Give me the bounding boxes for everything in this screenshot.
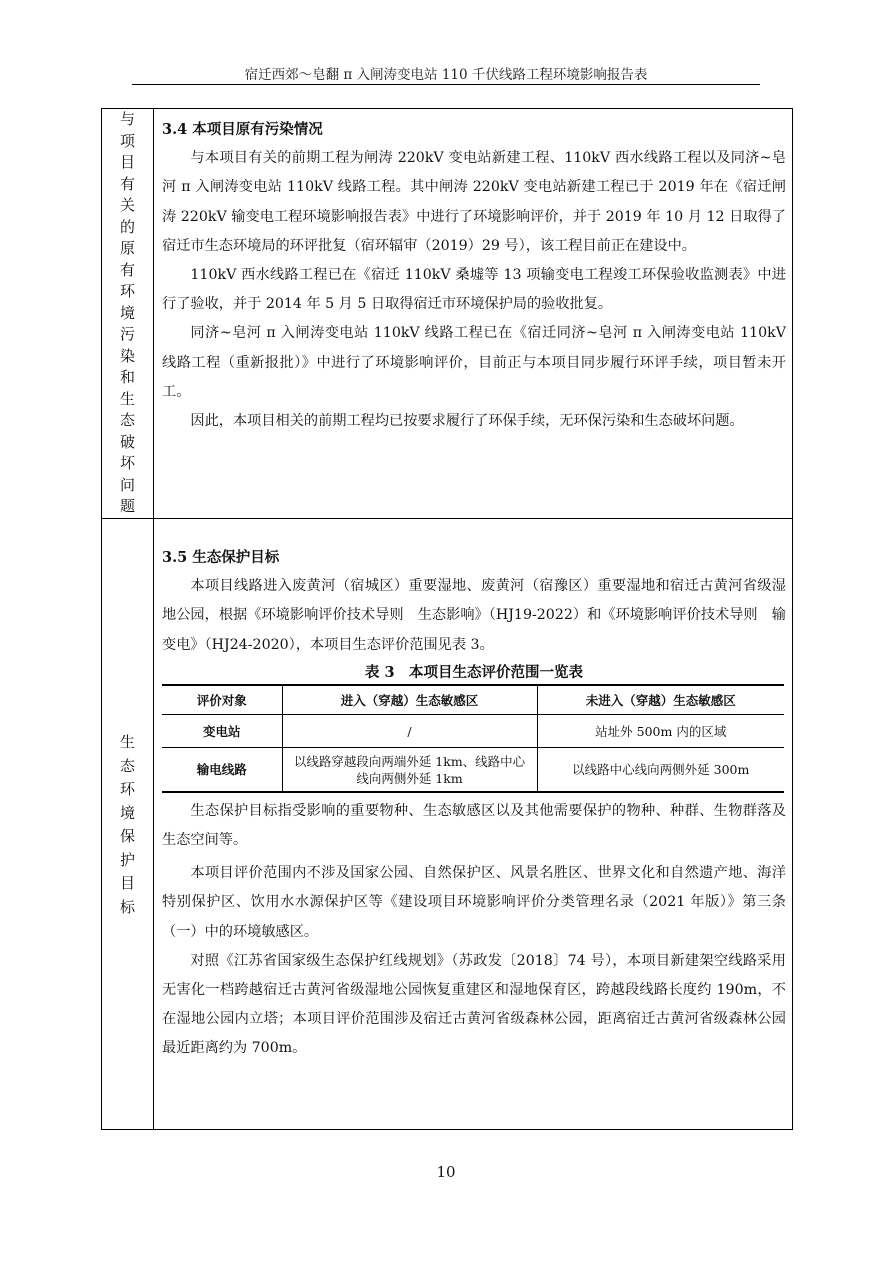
- page-header-title: 宿迁西郊～皂翻 π 入闸涛变电站 110 千伏线路工程环境影响报告表: [244, 67, 648, 83]
- row1-paragraph: 与本项目有关的前期工程为闸涛 220kV 变电站新建工程、110kV 西水线路工程以及同济~皂河 π 入闸涛变电站 110kV 线路工程。其中闸涛 220kV 变电站新建工程已于 2019 年在《宿迁闸涛 220kV 输变电工程环境影响报告表》中进行了环境影响评价，并于 2019 年 10 月 12 日取得了宿迁市生态环境局的环评批复（宿环辐审（2019）29 号），该工程目前正在建设中。: [162, 150, 786, 254]
- table-header-cell: 评价对象: [162, 685, 282, 715]
- row1-paragraph: 110kV 西水线路工程已在《宿迁 110kV 桑墟等 13 项输变电工程竣工环保验收监测表》中进行了验收，并于 2014 年 5 月 5 日取得宿迁市环境保护局的验收批复。: [162, 267, 786, 313]
- row1-label: 与项目有关的原有环境污染和生态破坏问题: [119, 110, 135, 516]
- table-cell: 以线路穿越段向两端外延 1km、线路中心线向两侧外延 1km: [282, 748, 537, 792]
- table-row: [162, 715, 784, 748]
- header-rule: [132, 84, 760, 85]
- column-divider: [153, 109, 154, 1129]
- table-header-cell: 未进入（穿越）生态敏感区: [537, 685, 784, 715]
- section-3-5-title: 3.5 生态保护目标: [162, 549, 280, 566]
- row2-paragraph: 生态保护目标指受影响的重要物种、生态敏感区以及其他需要保护的物种、种群、生物群落及生态空间等。: [162, 802, 786, 849]
- table-caption: 表 3 本项目生态评价范围一览表: [364, 663, 584, 681]
- table-header-row: [162, 685, 784, 715]
- row2-intro: 本项目线路进入废黄河（宿城区）重要湿地、废黄河（宿豫区）重要湿地和宿迁古黄河省级湿地公园，根据《环境影响评价技术导则 生态影响》（HJ19-2022）和《环境影响评价技术导则 输变电》（HJ24-2020），本项目生态评价范围见表 3。: [162, 578, 786, 653]
- table-cell: 站址外 500m 内的区域: [537, 715, 784, 748]
- row1-paragraph: 因此，本项目相关的前期工程均已按要求履行了环保手续，无环保污染和生态破坏问题。: [190, 413, 744, 430]
- table-header-cell: 进入（穿越）生态敏感区: [282, 685, 537, 715]
- table-cell: 输电线路: [162, 748, 282, 792]
- table-cell: /: [282, 715, 537, 748]
- row1-content: [162, 115, 786, 436]
- eco-scope-table: [162, 684, 784, 793]
- row2-paragraph: 本项目评价范围内不涉及国家公园、自然保护区、风景名胜区、世界文化和自然遗产地、海洋特别保护区、饮用水水源保护区等《建设项目环境影响评价分类管理名录（2021 年版）》第三条（一）中的环境敏感区。: [162, 865, 786, 940]
- row1-paragraph: 同济~皂河 π 入闸涛变电站 110kV 线路工程已在《宿迁同济~皂河 π 入闸涛变电站 110kV 线路工程（重新报批）》中进行了环境影响评价，目前正与本项目同步履行环评手续，项目暂未开工。: [162, 325, 786, 400]
- row2-label: 生态环境保护目标: [119, 733, 135, 916]
- row1-label-cell: [102, 109, 153, 518]
- row2-content: [162, 543, 786, 1064]
- section-3-4-title: 3.4 本项目原有污染情况: [162, 121, 323, 138]
- row2-paragraph: 对照《江苏省国家级生态保护红线规划》（苏政发〔2018〕74 号），本项目新建架空线路采用无害化一档跨越宿迁古黄河省级湿地公园恢复重建区和湿地保育区，跨越段线路长度约 190m，不在湿地公园内立塔；本项目评价范围涉及宿迁古黄河省级森林公园，距离宿迁古黄河省级森林公园最近距离约为 700m。: [162, 952, 786, 1057]
- table-cell: 变电站: [162, 715, 282, 748]
- report-table: [101, 108, 793, 1130]
- page-number: 10: [436, 1163, 456, 1181]
- row-divider: [102, 518, 792, 519]
- row2-label-cell: [102, 519, 153, 1131]
- table-row: [162, 748, 784, 792]
- table-cell: 以线路中心线向两侧外延 300m: [537, 748, 784, 792]
